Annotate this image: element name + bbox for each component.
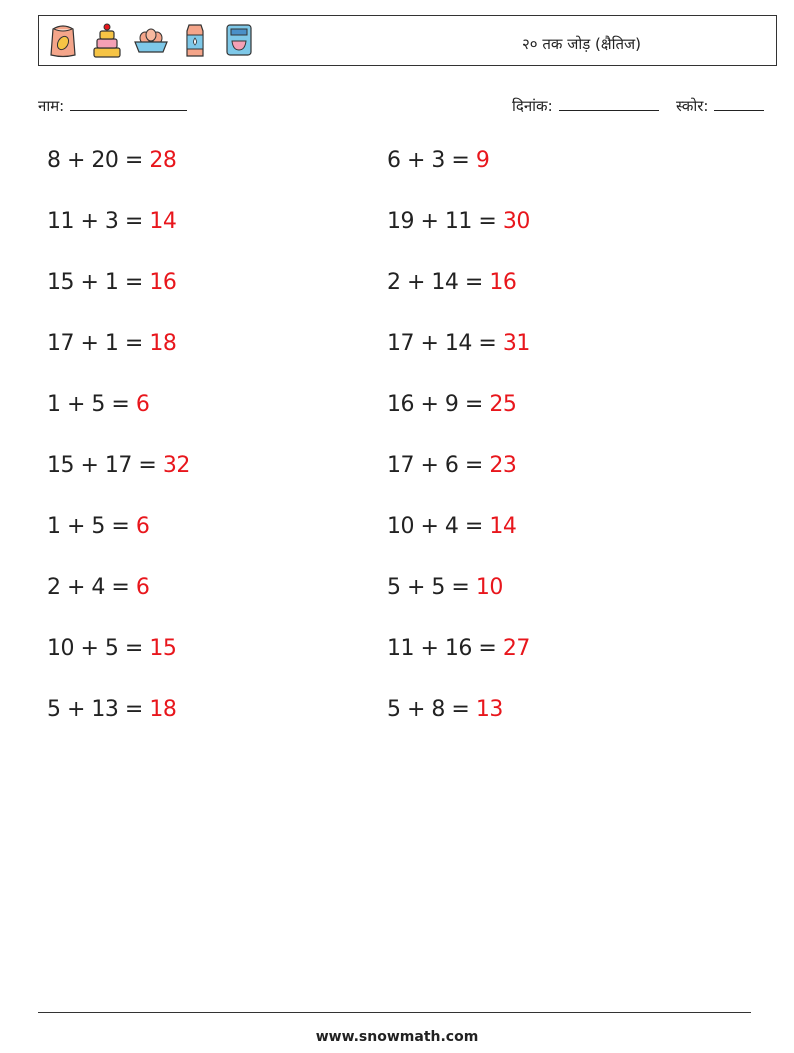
question-text: 2 + 14 = bbox=[387, 270, 490, 295]
answer-text: 14 bbox=[149, 209, 177, 234]
problem-item bbox=[47, 453, 190, 478]
date-field bbox=[512, 96, 659, 116]
answer-text: 16 bbox=[489, 270, 517, 295]
answer-text: 16 bbox=[149, 270, 177, 295]
question-text: 15 + 17 = bbox=[47, 453, 163, 478]
problem-item bbox=[47, 392, 149, 417]
question-text: 8 + 20 = bbox=[47, 148, 150, 173]
flour-bag-icon bbox=[45, 21, 81, 59]
question-text: 1 + 5 = bbox=[47, 392, 136, 417]
score-field bbox=[676, 96, 764, 116]
question-text: 17 + 6 = bbox=[387, 453, 490, 478]
answer-text: 15 bbox=[149, 636, 177, 661]
problem-item bbox=[387, 697, 503, 722]
question-text: 16 + 9 = bbox=[387, 392, 490, 417]
name-label: नाम: bbox=[38, 97, 65, 115]
answer-text: 6 bbox=[135, 392, 150, 417]
question-text: 17 + 14 = bbox=[387, 331, 503, 356]
question-text: 10 + 5 = bbox=[47, 636, 150, 661]
answer-text: 31 bbox=[502, 331, 530, 356]
footer-divider bbox=[38, 1012, 751, 1013]
problem-item bbox=[387, 392, 516, 417]
problem-item bbox=[47, 697, 176, 722]
question-text: 5 + 13 = bbox=[47, 697, 150, 722]
problem-item bbox=[47, 148, 176, 173]
milk-carton-icon bbox=[177, 21, 213, 59]
problem-item bbox=[387, 270, 516, 295]
answer-text: 28 bbox=[149, 148, 177, 173]
answer-text: 6 bbox=[135, 575, 150, 600]
layer-cake-icon bbox=[89, 21, 125, 59]
date-label: दिनांक: bbox=[512, 97, 553, 115]
problem-item bbox=[47, 331, 176, 356]
answer-text: 13 bbox=[475, 697, 503, 722]
answer-text: 14 bbox=[489, 514, 517, 539]
problem-item bbox=[47, 514, 149, 539]
problem-item bbox=[387, 453, 516, 478]
question-text: 10 + 4 = bbox=[387, 514, 490, 539]
answer-text: 18 bbox=[149, 697, 177, 722]
header-box bbox=[38, 15, 777, 66]
answer-text: 10 bbox=[475, 575, 503, 600]
header-icons bbox=[45, 21, 257, 61]
problem-item bbox=[47, 636, 176, 661]
question-text: 11 + 16 = bbox=[387, 636, 503, 661]
question-text: 17 + 1 = bbox=[47, 331, 150, 356]
footer-url[interactable]: www.snowmath.com bbox=[315, 1029, 479, 1045]
answer-text: 23 bbox=[489, 453, 517, 478]
problem-item bbox=[47, 575, 149, 600]
problem-item bbox=[387, 331, 530, 356]
question-text: 6 + 3 = bbox=[387, 148, 476, 173]
answer-text: 32 bbox=[162, 453, 190, 478]
question-text: 15 + 1 = bbox=[47, 270, 150, 295]
question-text: 1 + 5 = bbox=[47, 514, 136, 539]
score-blank-line[interactable] bbox=[714, 98, 764, 111]
question-text: 5 + 8 = bbox=[387, 697, 476, 722]
page-title: २० तक जोड़ (क्षैतिज) bbox=[522, 35, 642, 53]
question-text: 2 + 4 = bbox=[47, 575, 136, 600]
date-blank-line[interactable] bbox=[559, 98, 659, 111]
problem-item bbox=[387, 514, 516, 539]
eggs-bowl-icon bbox=[133, 21, 169, 59]
question-text: 5 + 5 = bbox=[387, 575, 476, 600]
name-blank-line[interactable] bbox=[70, 98, 187, 111]
answer-text: 25 bbox=[489, 392, 517, 417]
answer-text: 27 bbox=[502, 636, 530, 661]
problem-item bbox=[47, 270, 176, 295]
answer-text: 9 bbox=[475, 148, 490, 173]
score-label: स्कोर: bbox=[676, 97, 709, 115]
problem-item bbox=[387, 209, 530, 234]
question-text: 11 + 3 = bbox=[47, 209, 150, 234]
answer-text: 30 bbox=[502, 209, 530, 234]
problem-item bbox=[387, 575, 503, 600]
problem-item bbox=[387, 636, 530, 661]
problem-item bbox=[47, 209, 176, 234]
problem-item bbox=[387, 148, 489, 173]
question-text: 19 + 11 = bbox=[387, 209, 503, 234]
answer-text: 18 bbox=[149, 331, 177, 356]
answer-text: 6 bbox=[135, 514, 150, 539]
name-field bbox=[38, 96, 187, 116]
mixer-icon bbox=[221, 21, 257, 59]
